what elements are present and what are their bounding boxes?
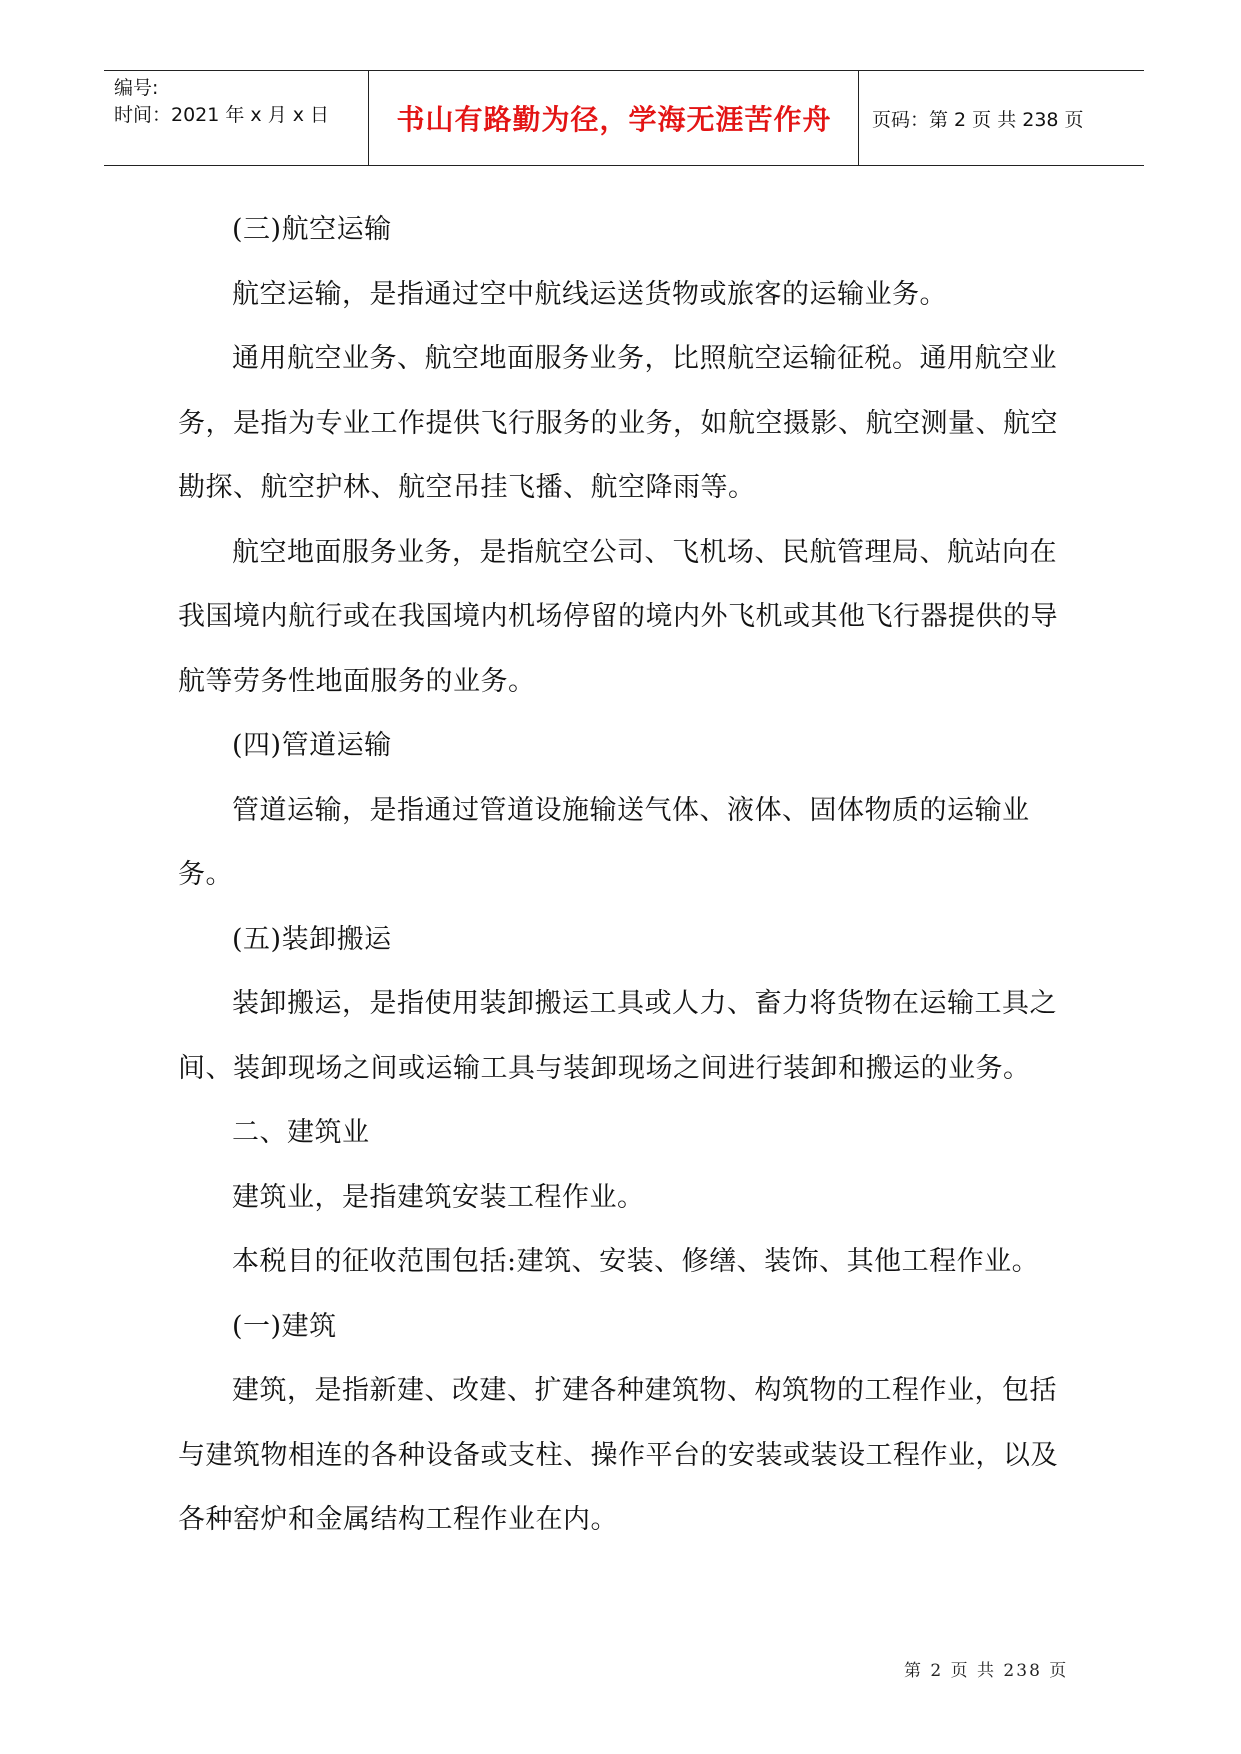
section-heading-loading: (五)装卸搬运 — [232, 923, 392, 955]
paragraph-loading-definition: 装卸搬运，是指使用装卸搬运工具或人力、畜力将货物在运输工具之间、装卸现场之间或运输工具与装卸现场之间进行装卸和搬运的业务。 — [178, 988, 1057, 1084]
paragraph-air-transport-definition: 航空运输，是指通过空中航线运送货物或旅客的运输业务。 — [232, 278, 947, 310]
document-header — [104, 70, 1144, 166]
header-motto: 书山有路勤为径，学海无涯苦作舟 — [396, 103, 832, 136]
header-divider-left — [368, 71, 369, 165]
page-footer: 第 2 页 共 238 页 — [904, 1661, 1069, 1681]
header-time-label: 时间：2021 年 x 月 x 日 — [114, 104, 330, 126]
paragraph-tax-scope: 本税目的征收范围包括:建筑、安装、修缮、装饰、其他工程作业。 — [232, 1246, 1040, 1277]
document-body — [178, 198, 1068, 1553]
paragraph-pipeline-definition: 管道运输，是指通过管道设施输送气体、液体、固体物质的运输业务。 — [178, 794, 1030, 890]
header-meta — [114, 75, 369, 129]
paragraph-ground-services: 航空地面服务业务，是指航空公司、飞机场、民航管理局、航站向在我国境内航行或在我国境内机场停留的境内外飞机或其他飞行器提供的导航等劳务性地面服务的业务。 — [178, 536, 1058, 697]
section-heading-pipeline: (四)管道运输 — [232, 730, 392, 761]
header-divider-right — [858, 71, 859, 165]
paragraph-building-definition: 建筑，是指新建、改建、扩建各种建筑物、构筑物的工程作业，包括与建筑物相连的各种设备或支柱、操作平台的安装或装设工程作业，以及各种窑炉和金属结构工程作业在内。 — [178, 1375, 1058, 1535]
section-heading-building: (一)建筑 — [232, 1310, 337, 1342]
header-page-info: 页码：第 2 页 共 238 页 — [872, 108, 1084, 131]
paragraph-general-aviation: 通用航空业务、航空地面服务业务，比照航空运输征税。通用航空业务，是指为专业工作提供飞行服务的业务，如航空摄影、航空测量、航空勘探、航空护林、航空吊挂飞播、航空降雨等。 — [178, 343, 1058, 503]
header-number-label: 编号: — [114, 77, 159, 99]
section-heading-air-transport: (三)航空运输 — [232, 214, 392, 245]
paragraph-construction-definition: 建筑业，是指建筑安装工程作业。 — [232, 1181, 645, 1213]
section-heading-construction: 二、建筑业 — [232, 1117, 370, 1148]
